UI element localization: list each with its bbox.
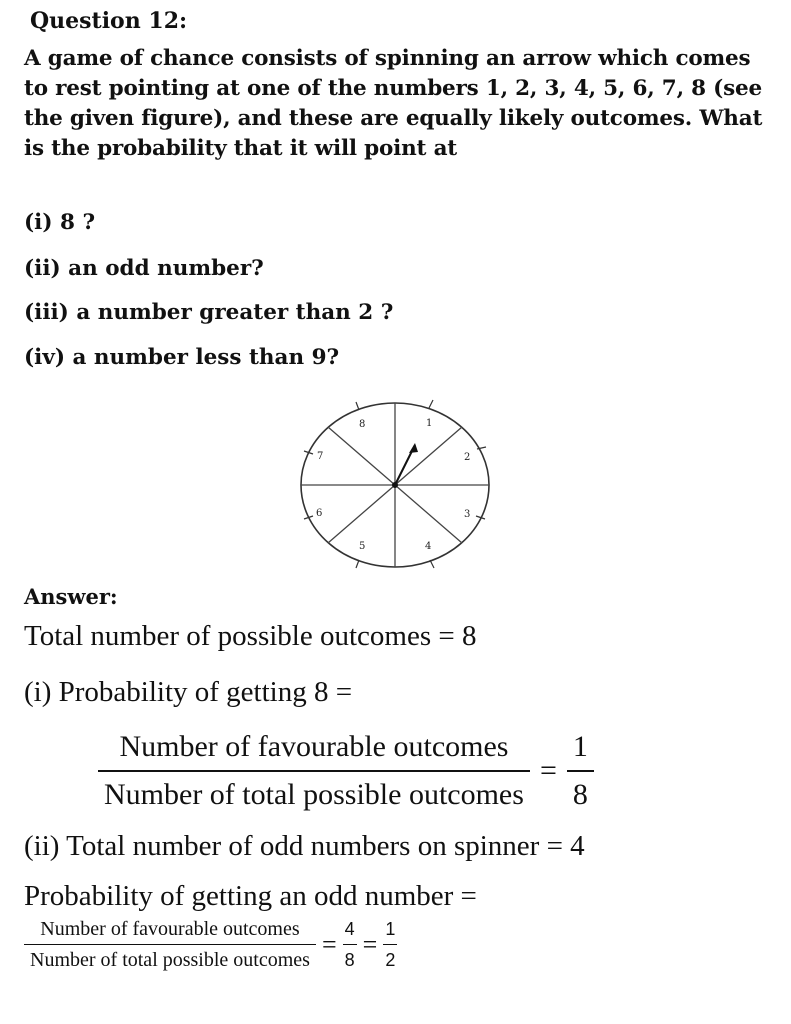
fraction-denominator: Number of total possible outcomes [24,944,316,975]
spinner-number-7: 7 [317,451,324,462]
question-part-i: (i) 8 ? [24,210,96,235]
probability-formula-fraction [98,724,530,818]
part2-line: (ii) Total number of odd numbers on spinner = 4 [24,830,585,862]
question-text: A game of chance consists of spinning an arrow which comes to rest pointing at one of the numbers 1, 2, 3, 4, 5, 6, 7, 8 (see the given figure), and these are equally likely outcomes. What is the probability that it will point at [24,46,763,161]
equals-sign: = [321,929,337,959]
part1-result-numerator: 1 [572,730,588,763]
part2-mid-numerator: 4 [344,919,355,939]
part2-mid-fraction [343,914,357,975]
part1-result-fraction [567,724,594,818]
spinner-number-5: 5 [359,541,366,552]
spinner-number-4: 4 [425,541,432,552]
fraction-numerator: Number of favourable outcomes [119,730,509,763]
equals-sign: = [539,754,557,787]
spinner-figure [296,398,496,573]
equals-sign: = [362,929,378,959]
spinner-arrowhead [409,443,418,453]
fraction-denominator: Number of total possible outcomes [98,770,530,818]
spinner-number-1: 1 [426,418,433,429]
spinner-number-2: 2 [464,452,471,463]
question-part-iii: (iii) a number greater than 2 ? [24,300,394,325]
spinner-number-6: 6 [316,508,323,519]
part2-equation [24,914,397,975]
answer-label: Answer: [24,584,118,609]
question-part-ii: (ii) an odd number? [24,256,264,281]
spinner-number-3: 3 [464,509,471,520]
part2-probability-line: Probability of getting an odd number = [24,880,477,912]
fraction-numerator: Number of favourable outcomes [40,918,300,940]
spinner-center [392,482,398,488]
probability-formula-fraction-small [24,914,316,975]
part1-equation [98,724,594,818]
part2-result-fraction [383,914,397,975]
question-title: Question 12: [30,8,188,34]
part2-mid-denominator: 8 [343,944,357,975]
part1-line: (i) Probability of getting 8 = [24,676,353,708]
total-outcomes-line: Total number of possible outcomes = 8 [24,620,477,652]
part1-result-denominator: 8 [567,770,594,818]
spinner-number-8: 8 [359,419,366,430]
part2-result-denominator: 2 [383,944,397,975]
question-part-iv: (iv) a number less than 9? [24,345,340,370]
part2-result-numerator: 1 [385,919,396,939]
